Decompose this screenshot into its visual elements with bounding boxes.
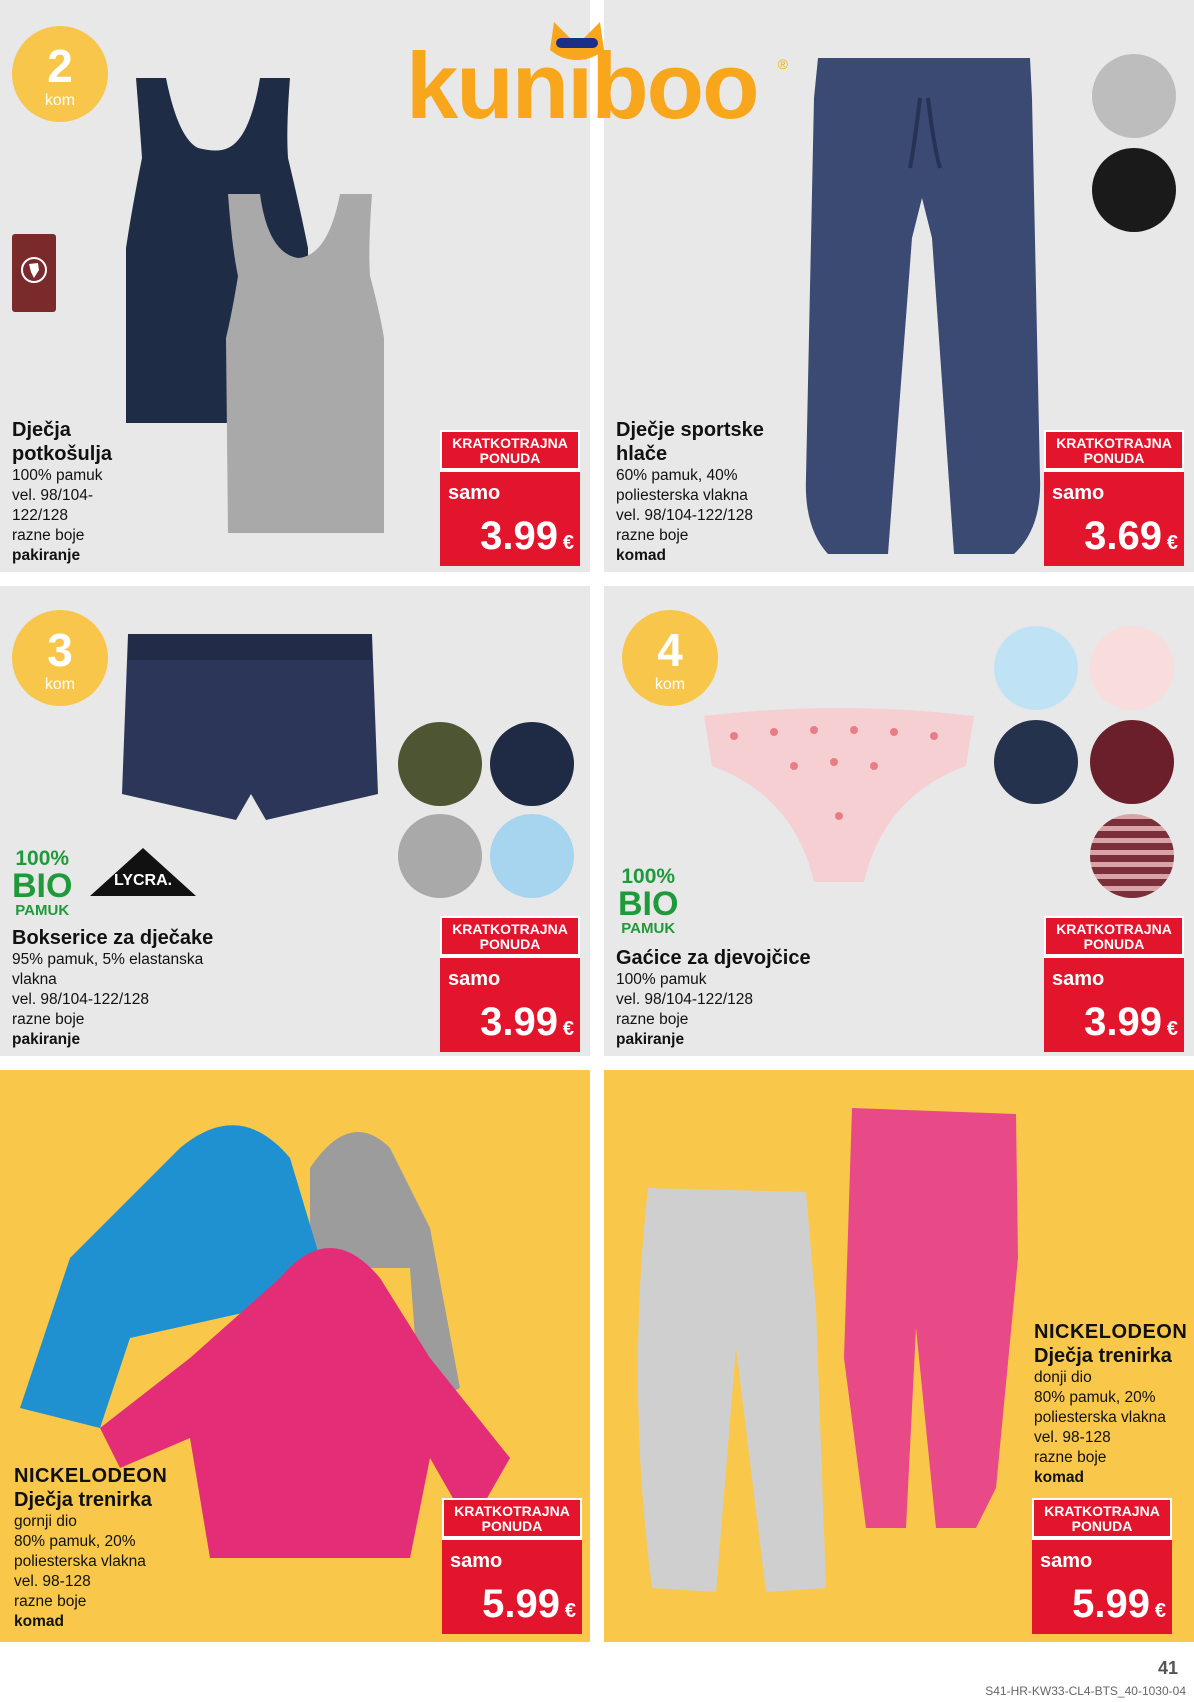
color-swatch-grey <box>1092 54 1176 138</box>
price-tag: KRATKOTRAJNA PONUDA samo 3.99 € <box>1044 916 1184 1052</box>
price-tag: KRATKOTRAJNA PONUDA samo 3.99 € <box>440 916 580 1052</box>
bio-cotton-label: 100% BIO PAMUK <box>618 865 679 937</box>
quantity-badge: 3 kom <box>12 610 108 706</box>
price-tag: KRATKOTRAJNA PONUDA samo 3.99 € <box>440 430 580 566</box>
color-swatch-navy <box>994 720 1078 804</box>
color-swatch-olive <box>398 722 482 806</box>
boxers-image <box>116 634 386 824</box>
joggers-image <box>616 1108 1036 1608</box>
page-number: 41 <box>1157 1658 1178 1678</box>
product-description: Dječje sportske hlače 60% pamuk, 40% poliesterska vlakna vel. 98/104-122/128 razne boje komad <box>616 419 764 564</box>
product-panel-boxers <box>0 586 590 1056</box>
color-swatch-black <box>1092 148 1176 232</box>
kuniboo-logo: kuniboo ® <box>406 20 786 130</box>
color-swatch-light-blue-hearts <box>994 626 1078 710</box>
product-description: Bokserice za dječake 95% pamuk, 5% elastanska vlakna vel. 98/104-122/128 razne boje pakiranje <box>12 927 214 1048</box>
color-swatch-light-blue <box>490 814 574 898</box>
product-panel-hoodies <box>0 1070 590 1642</box>
product-panel-joggers <box>604 1070 1194 1642</box>
quantity-badge: 2 kom <box>12 26 108 122</box>
price-tag: KRATKOTRAJNA PONUDA samo 3.69 € <box>1044 430 1184 566</box>
color-swatch-striped <box>1090 814 1174 898</box>
briefs-image <box>704 706 974 886</box>
bio-cotton-label: 100% BIO PAMUK <box>12 847 73 919</box>
cotton-africa-tag-icon <box>12 234 56 312</box>
price-tag: KRATKOTRAJNA PONUDA samo 5.99 € <box>1032 1498 1172 1634</box>
quantity-badge: 4 kom <box>622 610 718 706</box>
lycra-logo: LYCRA. <box>90 848 196 902</box>
color-swatch-navy <box>490 722 574 806</box>
color-swatch-grey <box>398 814 482 898</box>
product-description: NICKELODEON Dječja trenirka donji dio 80% pamuk, 20% poliesterska vlakna vel. 98-128 razne boje komad <box>1034 1321 1188 1486</box>
color-swatch-burgundy <box>1090 720 1174 804</box>
catalog-code: S41-HR-KW33-CL4-BTS_40-1030-04 <box>985 1684 1186 1698</box>
product-panel-briefs <box>604 586 1194 1056</box>
price-tag: KRATKOTRAJNA PONUDA samo 5.99 € <box>442 1498 582 1634</box>
color-swatch-light-pink <box>1090 626 1174 710</box>
product-description: Dječja potkošulja 100% pamuk vel. 98/104- 122/128 razne boje pakiranje <box>12 419 113 564</box>
product-description: Gaćice za djevojčice 100% pamuk vel. 98/104-122/128 razne boje pakiranje <box>616 947 811 1048</box>
product-description: NICKELODEON Dječja trenirka gornji dio 80% pamuk, 20% poliesterska vlakna vel. 98-128 razne boje komad <box>14 1465 168 1630</box>
